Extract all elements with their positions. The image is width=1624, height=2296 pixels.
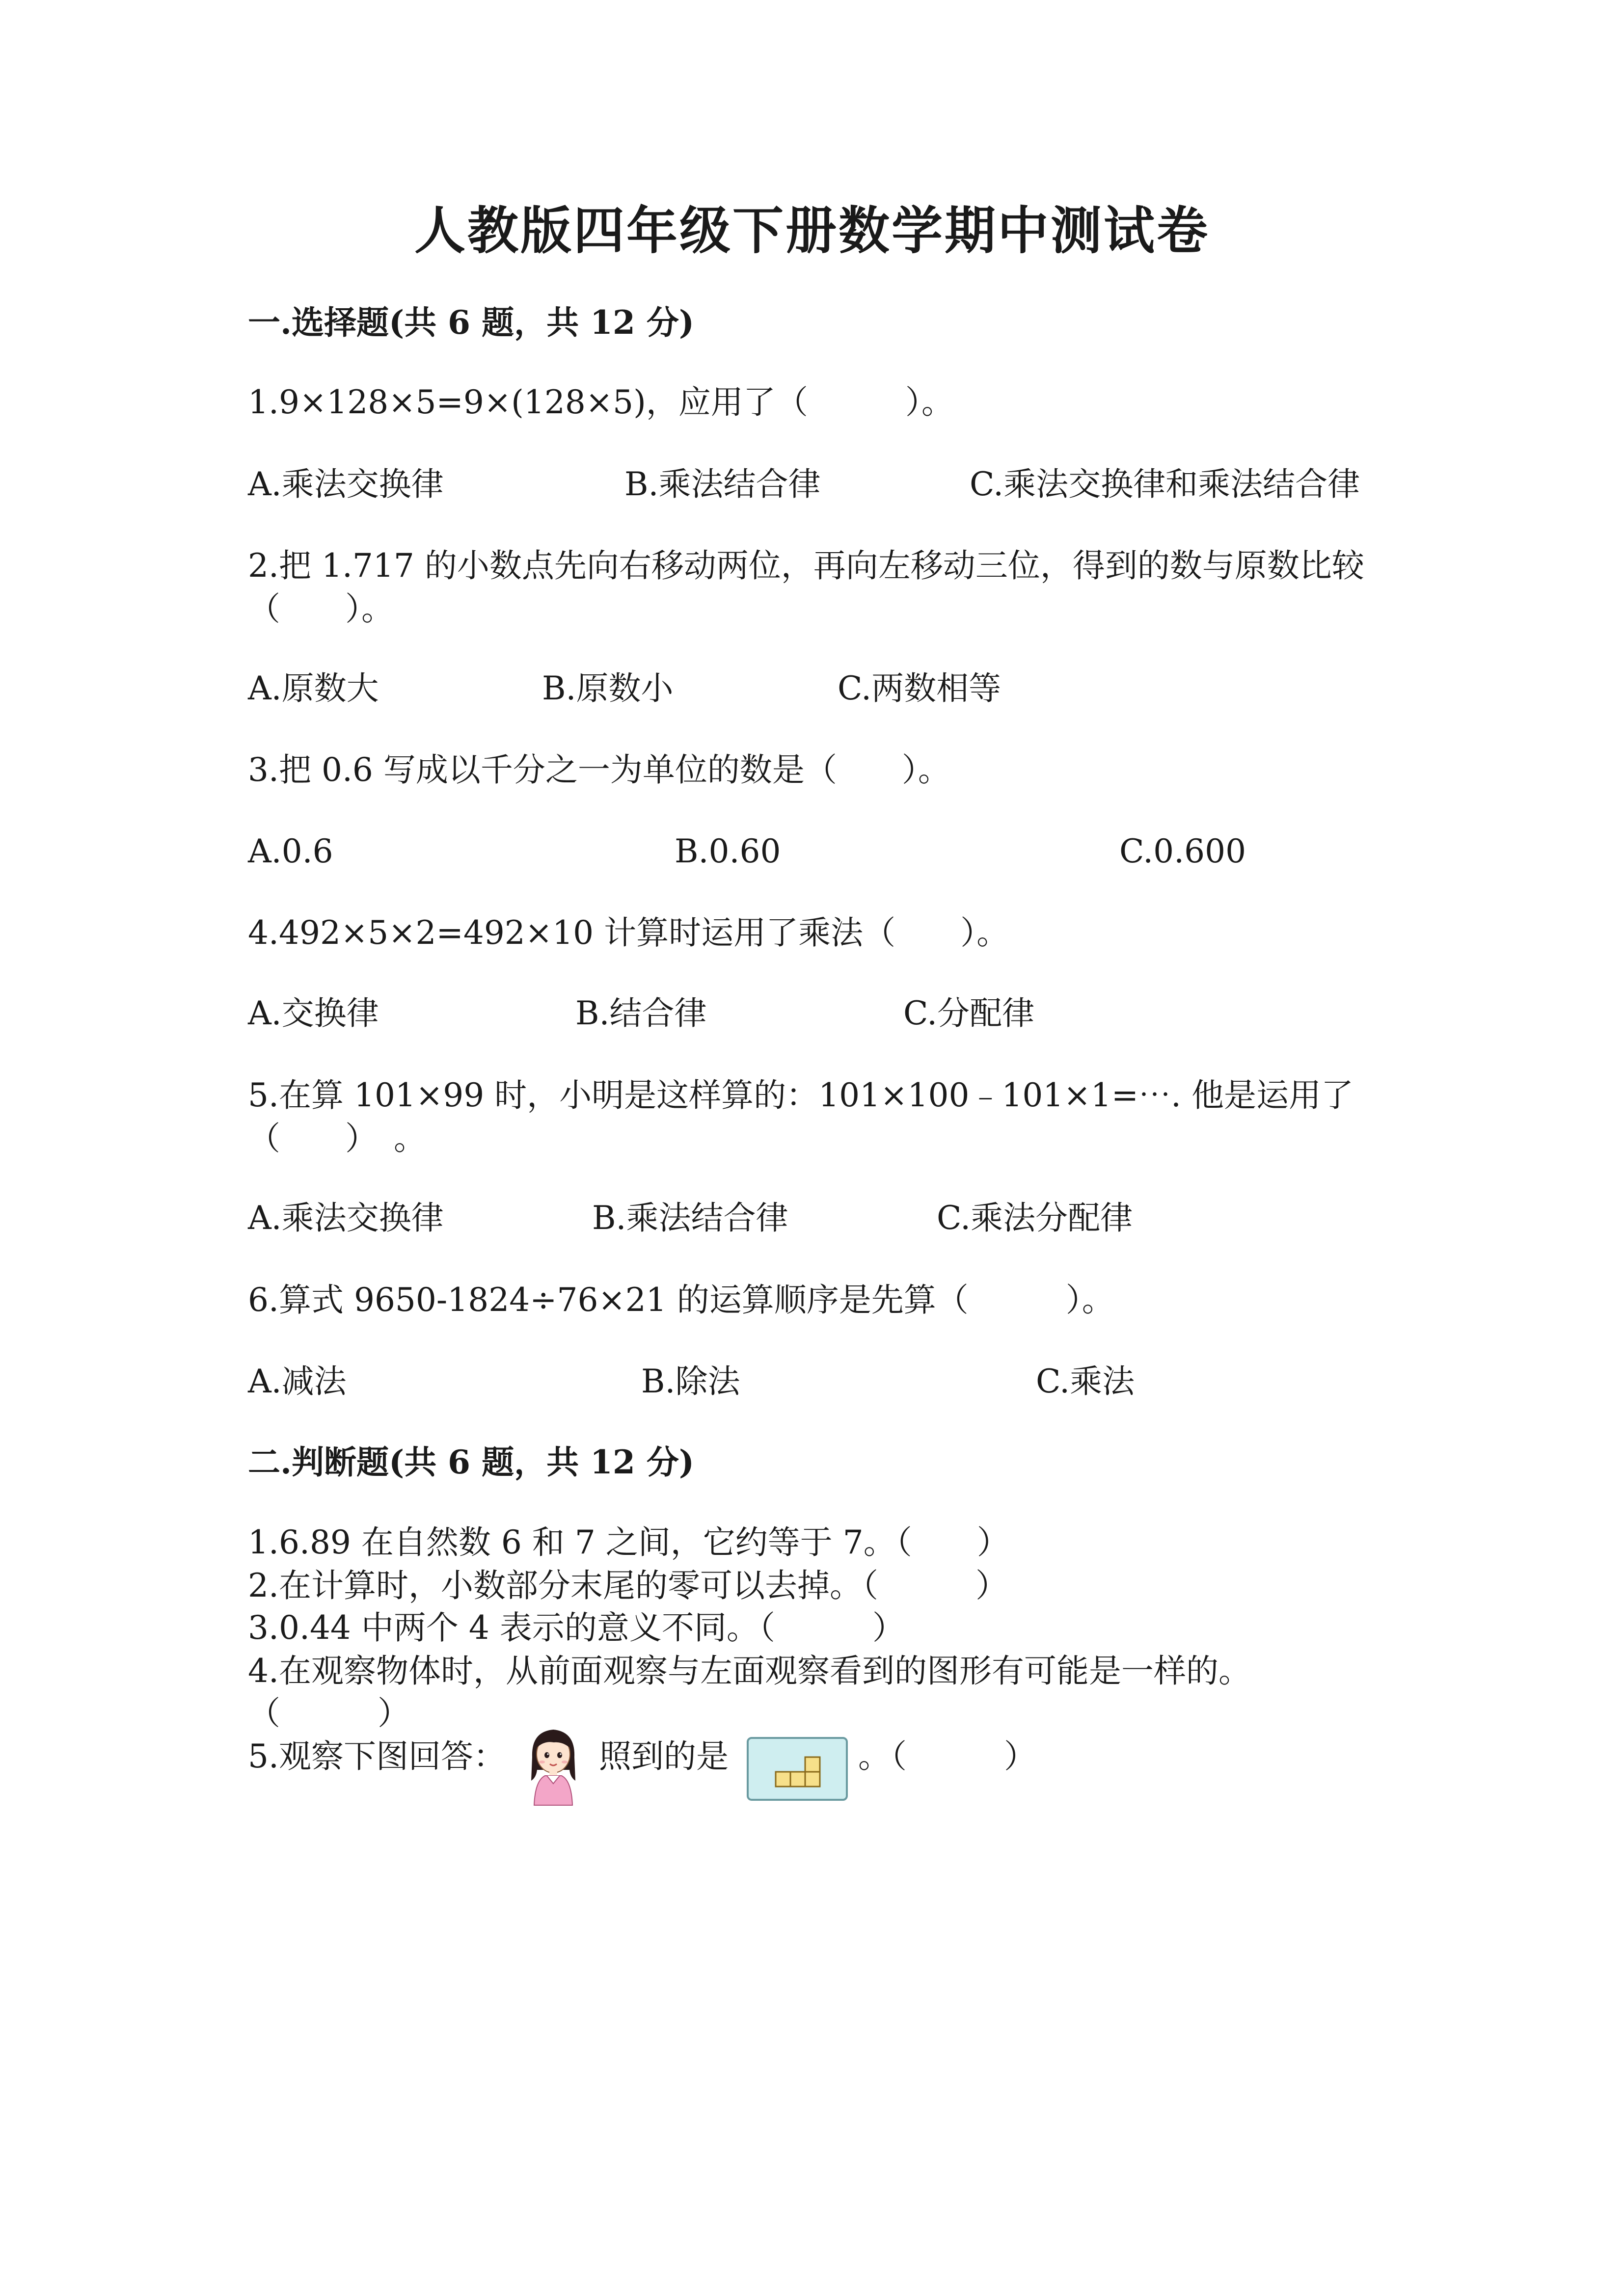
judgement-2: 2.在计算时，小数部分末尾的零可以去掉。（ ）	[248, 1567, 1008, 1604]
judgement-5-suffix: 。（ ）	[858, 1737, 1036, 1775]
question-6: 6.算式 9650-1824÷76×21 的运算顺序是先算（ ）。	[248, 1281, 1114, 1319]
option-4a: A.交换律	[248, 994, 379, 1032]
option-6b: B.除法	[641, 1362, 740, 1400]
judgement-3: 3.0.44 中两个 4 表示的意义不同。（ ）	[248, 1609, 905, 1647]
option-4c: C.分配律	[903, 994, 1035, 1032]
question-2-blank: （ ）。	[248, 590, 394, 628]
option-1c: C.乘法交换律和乘法结合律	[970, 465, 1360, 503]
option-2b: B.原数小	[542, 669, 674, 707]
option-1a: A.乘法交换律	[248, 465, 444, 503]
question-5: 5.在算 101×99 时，小明是这样算的：101×100﹣101×1=⋯. 他是运用了	[248, 1076, 1353, 1114]
page-title: 人教版四年级下册数学期中测试卷	[414, 200, 1210, 261]
question-2: 2.把 1.717 的小数点先向右移动两位，再向左移动三位，得到的数与原数比较	[248, 547, 1364, 585]
option-5c: C.乘法分配律	[937, 1199, 1133, 1237]
section-header-judgement: 二.判断题(共 6 题，共 12 分)	[248, 1443, 695, 1481]
judgement-4-blank: （ ）	[248, 1694, 410, 1732]
option-3a: A.0.6	[248, 832, 333, 870]
judgement-4: 4.在观察物体时，从前面观察与左面观察看到的图形有可能是一样的。	[248, 1652, 1251, 1690]
question-5-blank: （ ） 。	[248, 1120, 426, 1157]
option-4b: B.结合律	[575, 994, 707, 1032]
option-2a: A.原数大	[248, 669, 379, 707]
option-3b: B.0.60	[675, 832, 781, 870]
judgement-5-middle: 照到的是	[599, 1737, 729, 1775]
section-header-choice: 一.选择题(共 6 题，共 12 分)	[248, 303, 695, 342]
option-1b: B.乘法结合律	[624, 465, 821, 503]
option-6c: C.乘法	[1036, 1362, 1135, 1400]
block-view-figure-icon	[746, 1736, 848, 1801]
option-5b: B.乘法结合律	[592, 1199, 788, 1237]
girl-figure-icon	[521, 1723, 585, 1806]
question-1: 1.9×128×5=9×(128×5)，应用了（ ）。	[248, 383, 954, 421]
question-3: 3.把 0.6 写成以千分之一为单位的数是（ ）。	[248, 751, 950, 789]
judgement-5-prefix: 5.观察下图回答：	[248, 1737, 506, 1775]
judgement-1: 1.6.89 在自然数 6 和 7 之间，它约等于 7。（ ）	[248, 1523, 1009, 1561]
option-3c: C.0.600	[1119, 832, 1246, 870]
question-4: 4.492×5×2=492×10 计算时运用了乘法（ ）。	[248, 914, 1009, 952]
option-5a: A.乘法交换律	[248, 1199, 444, 1237]
option-6a: A.减法	[248, 1362, 347, 1400]
option-2c: C.两数相等	[838, 669, 1001, 707]
